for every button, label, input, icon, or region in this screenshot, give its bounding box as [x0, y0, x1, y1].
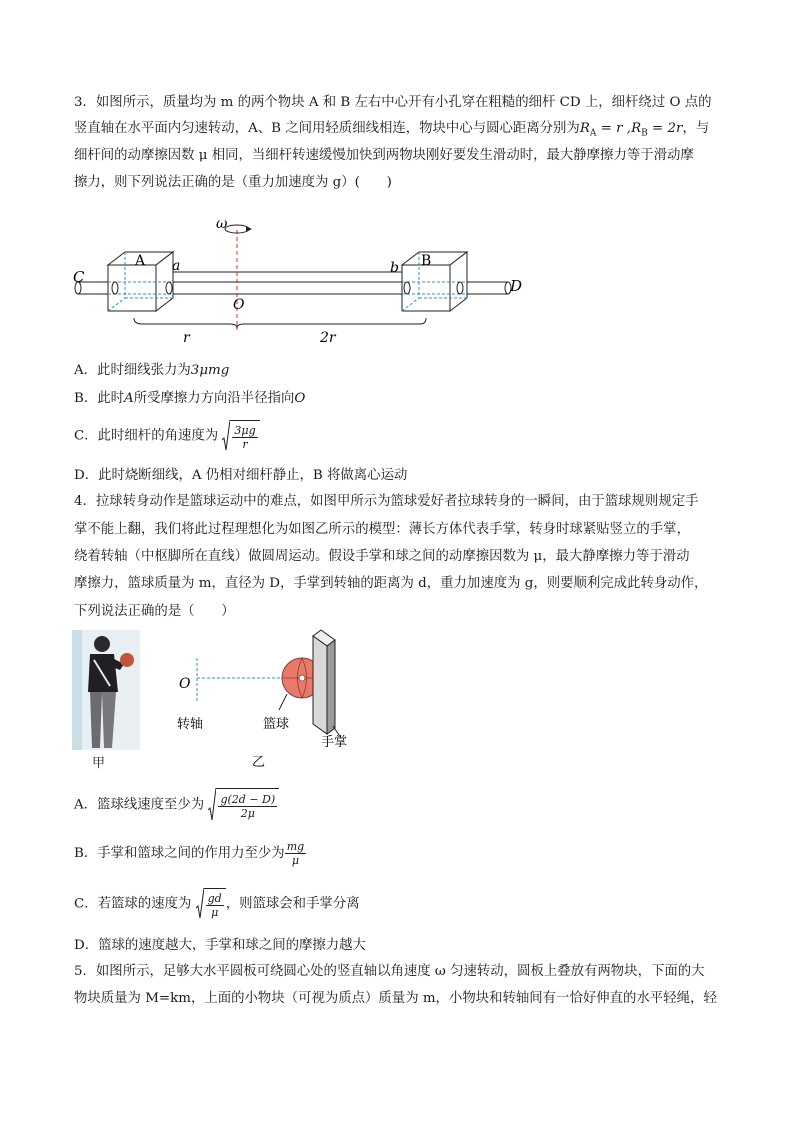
q3-option-a-text: A．此时细线张力为: [74, 363, 191, 378]
q4-option-a-den: 2μ: [218, 806, 277, 820]
q3-option-b: [74, 390, 305, 408]
q3-ra: R: [579, 121, 590, 136]
q4-option-a-num: g(2d − D): [220, 792, 276, 806]
q4-option-c-den: μ: [206, 905, 224, 919]
q3-ra-sub: A: [589, 128, 597, 139]
q3-eq1: = r ,: [596, 121, 632, 136]
sqrt-sign: [208, 788, 216, 822]
q3-line-2: [74, 120, 709, 143]
q3-option-c-sqrt: [222, 420, 259, 452]
q3-option-b-a: A: [124, 391, 134, 406]
sqrt-sign: [222, 420, 230, 452]
q4-line-1: 4．拉球转身动作是篮球运动中的难点，如图甲所示为篮球爱好者拉球转身的一瞬间，由于篮球规则规定手: [74, 494, 699, 509]
q3-rod-figure: [70, 210, 530, 350]
q3-line-2-text: 竖直轴在水平面内匀速转动，A、B 之间用轻质细线相连，物块中心与圆心距离分别为: [74, 121, 580, 136]
label-omega: ω: [216, 216, 228, 232]
q4-option-b-text: B．手掌和篮球之间的作用力至少为: [74, 846, 285, 861]
q5-line-2: 物块质量为 M=km，上面的小物块（可视为质点）质量为 m，小物块和转轴间有一恰好伸直的水平轻绳，轻: [74, 991, 717, 1006]
q4-line-5: 下列说法正确的是（ ）: [74, 604, 235, 619]
q4-line-2: 掌不能上翻，我们将此过程理想化为如图乙所示的模型：薄长方体代表手掌，转身时球紧贴竖立的手掌，: [74, 522, 690, 537]
label-block-b: B: [421, 253, 432, 269]
q4-option-c: [74, 888, 360, 920]
q4-option-a: [74, 788, 279, 822]
palm-plate: [313, 630, 335, 734]
q3-rb-sub: B: [641, 128, 648, 139]
label-o: O: [233, 297, 245, 313]
q4-option-c-sqrt: [196, 888, 226, 920]
q3-option-c-text: C．此时细杆的角速度为: [74, 428, 219, 444]
q3-option-a-value: 3μmg: [190, 363, 230, 378]
label-point-a: a: [172, 258, 181, 274]
q3-option-b-prefix: B．此时: [74, 391, 125, 406]
q4-option-c-tail: ，则篮球会和手掌分离: [225, 896, 360, 912]
label-ball: 篮球: [263, 717, 290, 732]
q3-eq2: = 2r: [647, 121, 683, 136]
block-b: [402, 252, 467, 311]
dimension-bracket: [134, 318, 426, 328]
label-2r: 2r: [320, 330, 336, 346]
label-d: D: [510, 277, 523, 295]
q5-line-1: 5．如图所示，足够大水平圆板可绕圆心处的竖直轴以角速度 ω 匀速转动，圆板上叠放有两物块，下面的大: [74, 964, 705, 979]
q3-line-3: 细杆间的动摩擦因数 μ 相同，当细杆转速缓慢加快到两物块刚好要发生滑动时，最大静摩擦力等于滑动摩: [74, 148, 694, 163]
label-c: C: [73, 268, 85, 286]
q3-option-b-mid: 所受摩擦力方向沿半径指向: [133, 391, 295, 406]
q3-option-b-o: O: [294, 391, 306, 406]
label-point-b: b: [390, 260, 399, 276]
basketball-model-figure: [175, 628, 365, 768]
label-block-a: A: [135, 253, 146, 269]
label-o: O: [179, 676, 191, 692]
q4-option-a-sqrt: [208, 788, 279, 822]
q3-line-4: 擦力，则下列说法正确的是（重力加速度为 g）( ): [74, 175, 392, 190]
player-photo: [72, 630, 140, 750]
q3-line-1: 3．如图所示，质量均为 m 的两个物块 A 和 B 左右中心开有小孔穿在粗糙的细杆 CD 上，细杆绕过 O 点的: [74, 95, 712, 110]
q3-rb: R: [631, 121, 642, 136]
sqrt-sign: [196, 888, 204, 920]
rotation-arrow-icon: [225, 225, 252, 233]
q4-option-c-num: gd: [207, 891, 222, 905]
q3-option-c-num: 3μg: [234, 423, 256, 437]
ball-label-leader: [279, 694, 287, 710]
q3-option-a: [74, 362, 229, 380]
label-r: r: [183, 330, 190, 346]
q4-option-a-text: A．篮球线速度至少为: [74, 797, 205, 813]
q4-option-b: [74, 840, 306, 867]
label-axis: 转轴: [177, 717, 204, 732]
q4-option-b-num: mg: [286, 840, 305, 853]
q3-line-2-tail: ，与: [682, 121, 710, 136]
q4-option-c-text: C．若篮球的速度为: [74, 896, 192, 912]
q3-option-d: D．此时烧断细线，A 仍相对细杆静止，B 将做离心运动: [74, 468, 408, 483]
q4-option-d: D．篮球的速度越大，手掌和球之间的摩擦力越大: [74, 938, 366, 953]
label-palm: 手掌: [321, 735, 348, 750]
label-yi: 乙: [252, 755, 266, 768]
label-jia: 甲: [92, 756, 106, 771]
q4-line-4: 摩擦力，篮球质量为 m，直径为 D，手掌到转轴的距离为 d，重力加速度为 g，则要顺利完成此转身动作，: [74, 576, 708, 591]
q3-option-c-den: r: [232, 437, 257, 451]
q3-option-c: [74, 420, 260, 452]
q4-line-3: 绕着转轴（中枢脚所在直线）做圆周运动。假设手掌和球之间的动摩擦因数为 μ，最大静摩擦力等于滑动: [74, 549, 690, 564]
q4-option-b-den: μ: [285, 853, 306, 867]
